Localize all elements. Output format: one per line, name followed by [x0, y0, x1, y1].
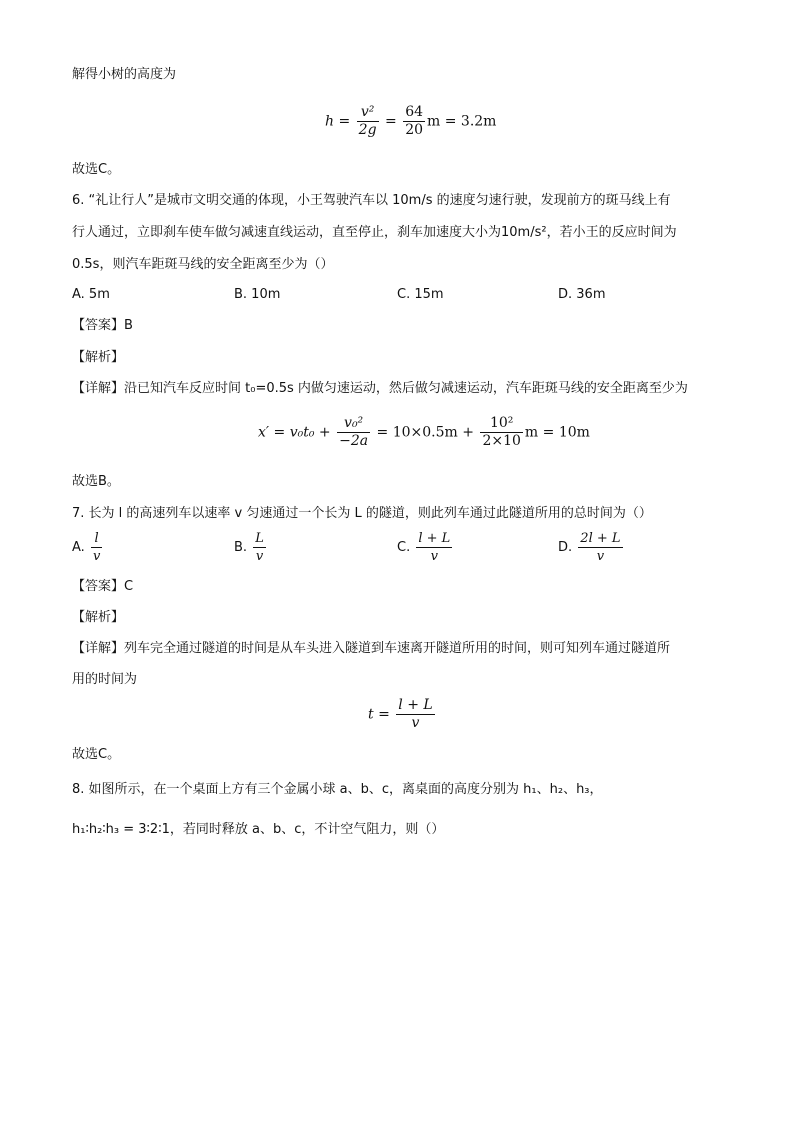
q7-option-a-label: A.	[72, 540, 85, 555]
q7-option-d	[558, 530, 625, 565]
q7-option-b-label: B.	[234, 540, 248, 555]
eq2-fraction-2	[480, 415, 522, 450]
intro-text: 解得小树的高度为	[72, 67, 177, 82]
eq3-fraction	[396, 697, 434, 732]
q7-option-a-den: v	[92, 549, 101, 564]
eq1-fraction-2	[403, 104, 425, 139]
q7-option-c-den: v	[430, 549, 439, 564]
eq2-den2: 2×10	[482, 433, 521, 449]
q6-option-b: B. 10m	[234, 287, 281, 302]
eq1-result: m = 3.2m	[427, 113, 497, 130]
q7-conclusion: 故选C。	[72, 747, 121, 762]
eq2-lhs: x′ = v₀t₀ +	[258, 424, 331, 441]
q6-line1: 6. “礼让行人”是城市文明交通的体现，小王驾驶汽车以 10m/s 的速度匀速行驶，发现前方的斑马线上有	[72, 193, 671, 208]
distance-equation	[258, 415, 590, 450]
q7-option-d-den: v	[596, 549, 605, 564]
q6-analysis: 【解析】	[72, 350, 125, 365]
q8-line2: h₁∶h₂∶h₃ = 3∶2∶1，若同时释放 a、b、c，不计空气阻力，则（）	[72, 822, 445, 837]
conclusion-1: 故选C。	[72, 162, 121, 177]
eq2-den1: −2a	[339, 433, 369, 449]
q7-detail-1: 【详解】列车完全通过隧道的时间是从车头进入隧道到车速离开隧道所用的时间，则可知列车通过隧道所	[72, 641, 671, 656]
q6-line3: 0.5s，则汽车距斑马线的安全距离至少为（）	[72, 257, 334, 272]
q7-line1: 7. 长为 l 的高速列车以速率 v 匀速通过一个长为 L 的隧道，则此列车通过此隧道所用的总时间为（）	[72, 506, 652, 521]
q7-option-c-num: l + L	[418, 531, 451, 546]
q6-option-c: C. 15m	[397, 287, 444, 302]
eq2-tail: m = 10m	[524, 424, 590, 441]
q7-answer: 【答案】C	[72, 579, 134, 594]
q6-conclusion: 故选B。	[72, 474, 120, 489]
eq1-num2: 64	[405, 104, 424, 120]
q7-option-b-fraction	[253, 530, 266, 565]
q6-answer: 【答案】B	[72, 318, 133, 333]
eq1-fraction-1	[357, 104, 379, 139]
q7-option-a-fraction	[91, 530, 102, 565]
eq2-fraction-1	[337, 415, 370, 450]
height-equation: h = $\frac{\text{v²}}{2g}$ = $\frac{64}{20}$ m = 3.2m	[325, 104, 497, 138]
q7-option-b-num: L	[255, 531, 264, 546]
q7-detail-2: 用的时间为	[72, 672, 138, 687]
q7-analysis: 【解析】	[72, 610, 125, 625]
q7-option-d-num: 2l + L	[580, 531, 621, 546]
q7-option-c	[397, 530, 454, 565]
time-equation	[368, 697, 437, 732]
q7-option-d-fraction	[578, 530, 622, 565]
q6-detail: 【详解】沿已知汽车反应时间 t₀=0.5s 内做匀速运动，然后做匀减速运动，汽车距斑马线的安全距离至少为	[72, 381, 688, 396]
eq3-den: v	[411, 715, 420, 731]
q7-option-c-fraction	[416, 530, 452, 565]
eq2-mid: = 10×0.5m +	[376, 424, 474, 441]
eq2-num2: 10²	[480, 415, 522, 433]
q6-line2: 行人通过，立即刹车使车做匀减速直线运动，直至停止，刹车加速度大小为10m/s²，若小王的反应时间为	[72, 225, 677, 240]
q7-option-c-label: C.	[397, 540, 411, 555]
q7-option-d-label: D.	[558, 540, 573, 555]
q7-option-b-den: v	[255, 549, 264, 564]
eq3-num: l + L	[398, 697, 433, 713]
eq2-num1: v₀²	[337, 415, 370, 433]
q8-line1: 8. 如图所示，在一个桌面上方有三个金属小球 a、b、c，离桌面的高度分别为 h₁、h₂、h₃，	[72, 782, 603, 797]
eq3-lhs: t =	[368, 706, 390, 723]
eq1-den2: 20	[405, 122, 424, 138]
q6-option-a: A. 5m	[72, 287, 110, 302]
eq1-lhs: h	[325, 113, 335, 130]
eq1-den1: 2g	[358, 122, 377, 138]
eq1-num1: v²	[357, 104, 379, 122]
q7-option-b	[234, 530, 268, 565]
q7-option-a-num: l	[91, 530, 102, 548]
q7-option-a	[72, 530, 104, 565]
q6-option-d: D. 36m	[558, 287, 606, 302]
